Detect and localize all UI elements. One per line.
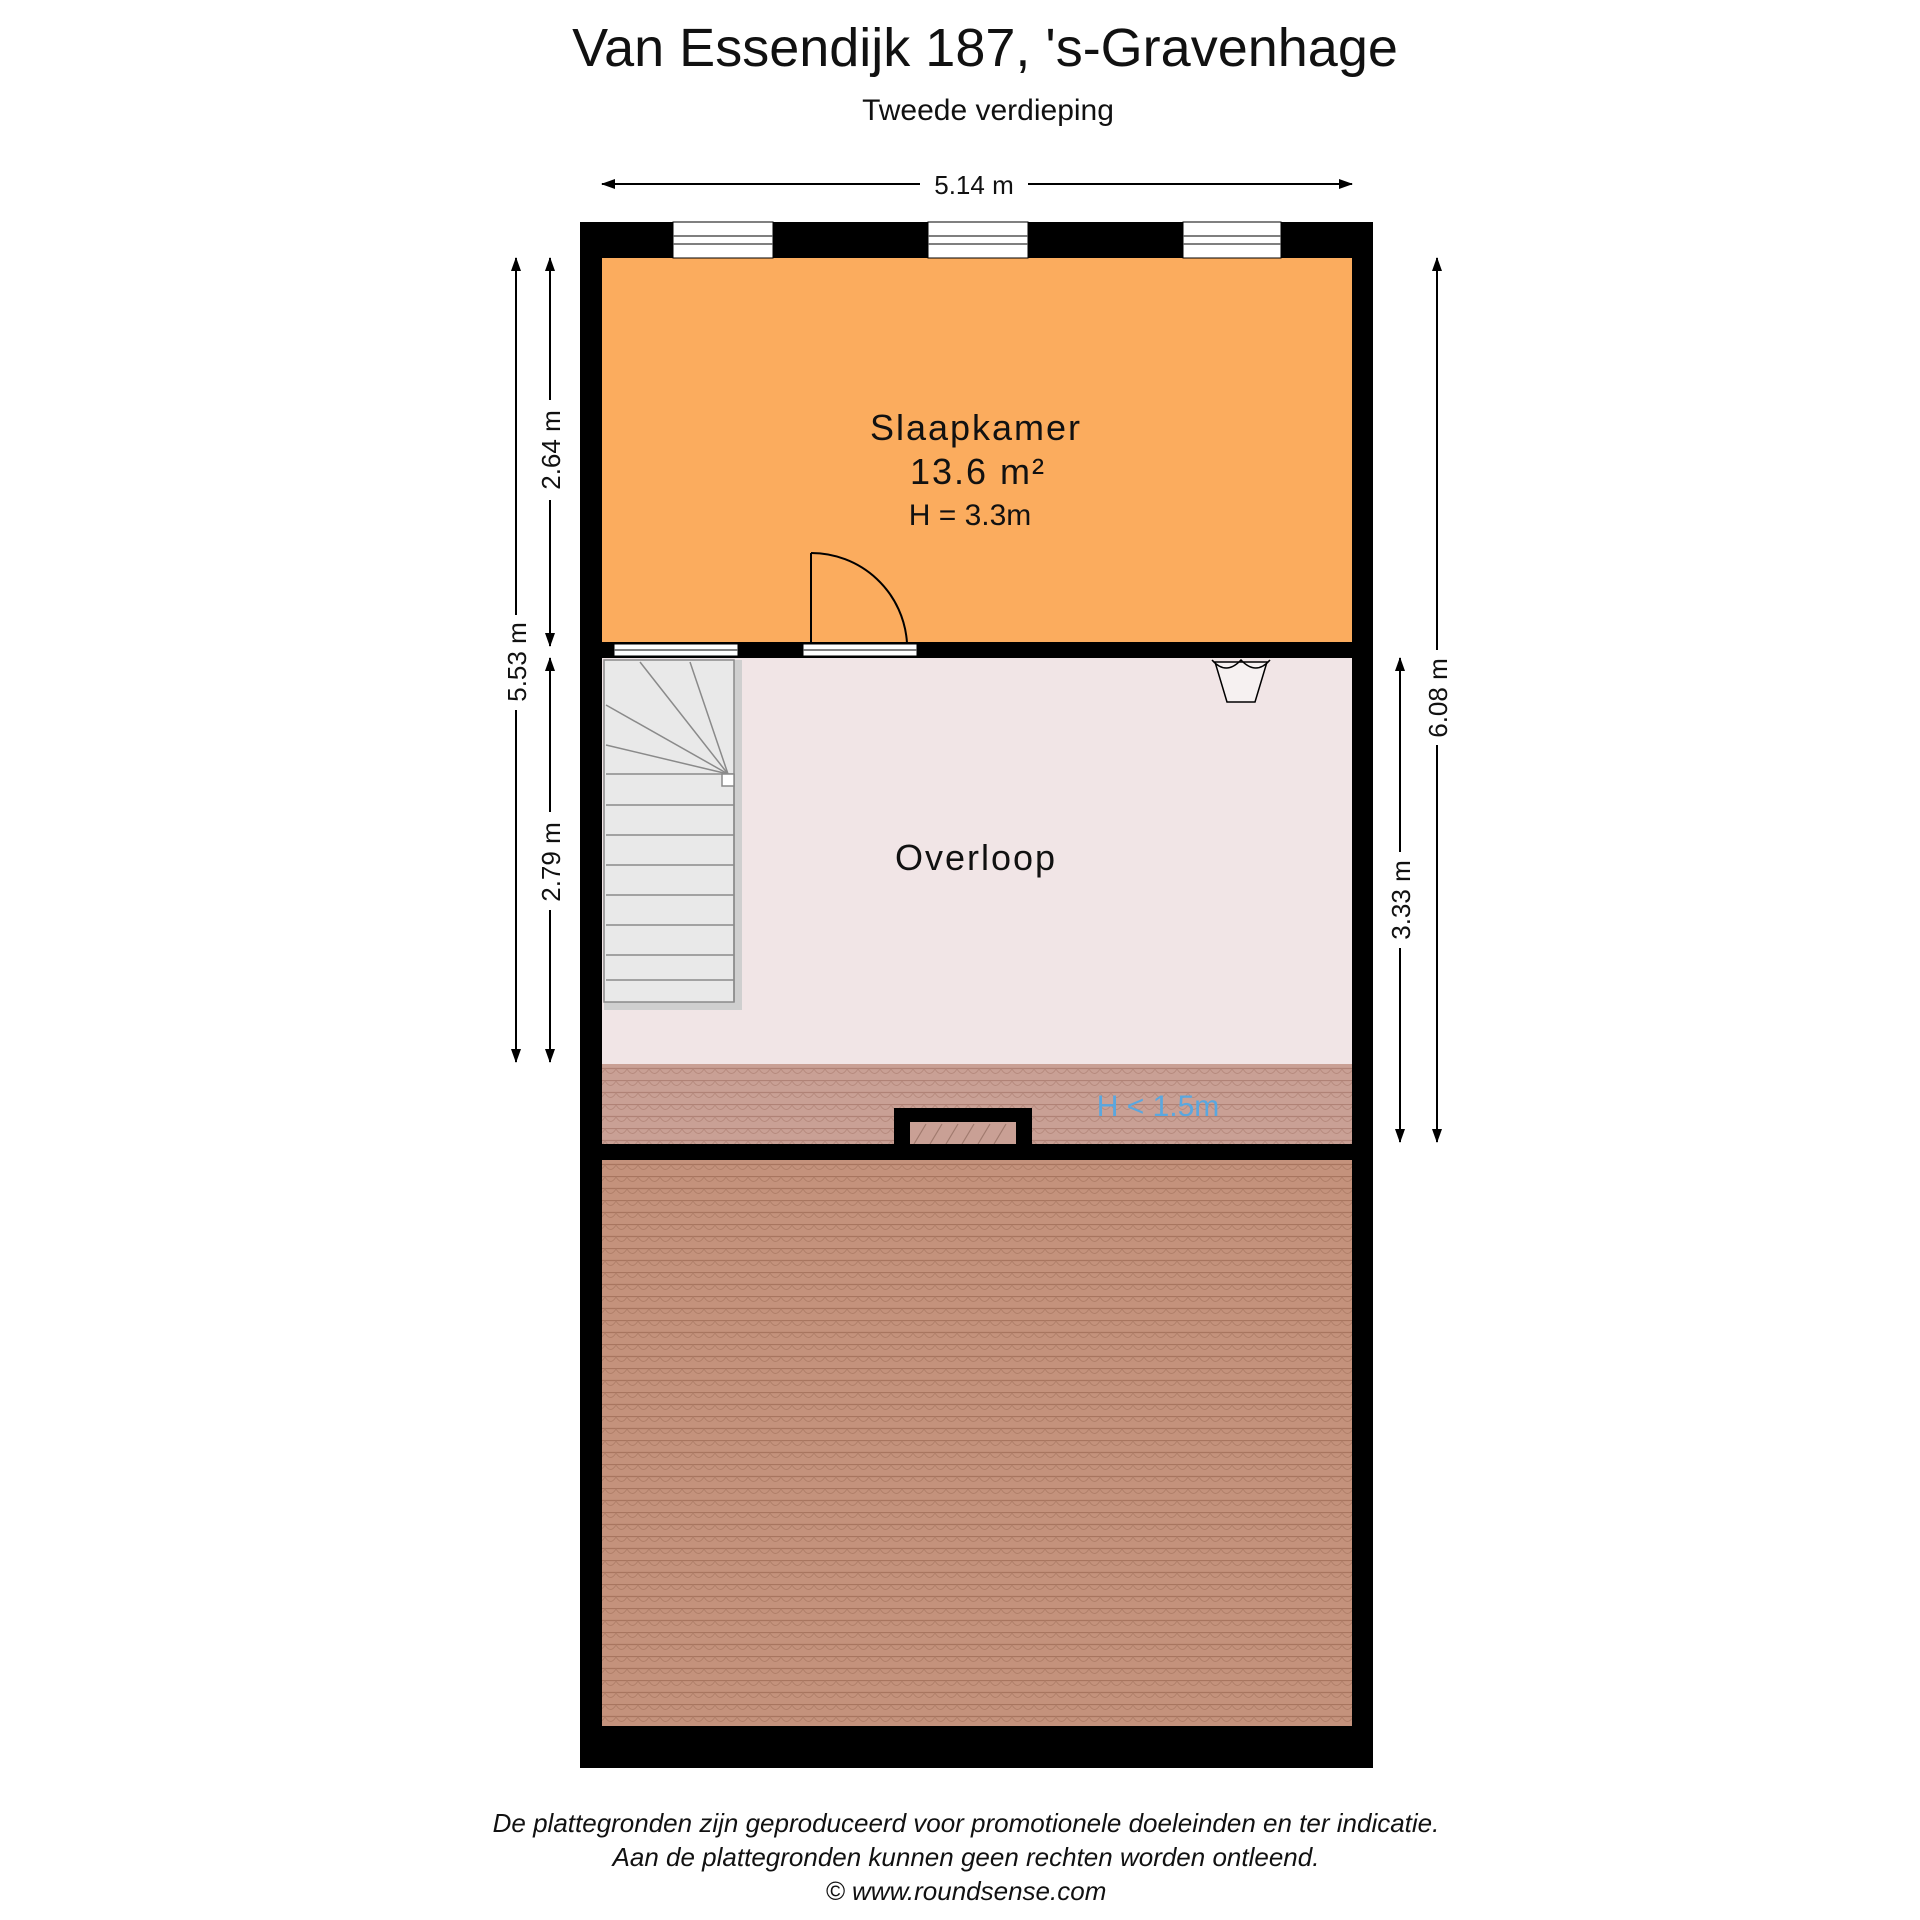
room-area-slaapkamer: 13.6 m²	[909, 451, 1047, 492]
dimension-left-upper	[536, 258, 566, 646]
floor-subtitle: Tweede verdieping	[862, 94, 1114, 127]
room-name-overloop: Overloop	[894, 837, 1058, 878]
dimension-label-left-upper: 2.64 m	[536, 410, 566, 490]
window-top-1	[673, 222, 773, 258]
disclaimer-line-1: De plattegronden zijn geproduceerd voor promotionele doeleinden en ter indicatie.	[492, 1808, 1440, 1838]
plan-title: Van Essendijk 187, 's-Gravenhage	[572, 18, 1398, 78]
room-height-slaapkamer: H = 3.3m	[908, 499, 1032, 532]
dimension-label-right-lower: 3.33 m	[1386, 860, 1416, 940]
dimension-right-total	[1423, 258, 1453, 1142]
dimension-label-width: 5.14 m	[934, 170, 1014, 200]
dimension-label-left-total: 5.53 m	[502, 622, 532, 702]
copyright-line: © www.roundsense.com	[825, 1876, 1107, 1906]
wall-overloop-roof	[602, 1144, 1352, 1160]
dimension-label-left-lower: 2.79 m	[536, 822, 566, 902]
dimension-right-lower	[1386, 658, 1416, 1142]
window-top-3	[1183, 222, 1281, 258]
room-slaapkamer	[602, 258, 1352, 642]
low-zone-label: H < 1.5m	[1096, 1090, 1220, 1123]
staircase	[604, 660, 742, 1010]
room-name-slaapkamer: Slaapkamer	[869, 407, 1083, 448]
dimension-label-right-total: 6.08 m	[1423, 658, 1453, 738]
dimension-top-width	[602, 170, 1352, 200]
roof-hatch	[894, 1108, 1032, 1148]
disclaimer-line-2: Aan de plattegronden kunnen geen rechten worden ontleend.	[612, 1842, 1320, 1872]
dimension-left-total	[502, 258, 532, 1062]
window-top-2	[928, 222, 1028, 258]
roof-area	[602, 1160, 1352, 1726]
dimension-left-lower	[536, 658, 566, 1062]
